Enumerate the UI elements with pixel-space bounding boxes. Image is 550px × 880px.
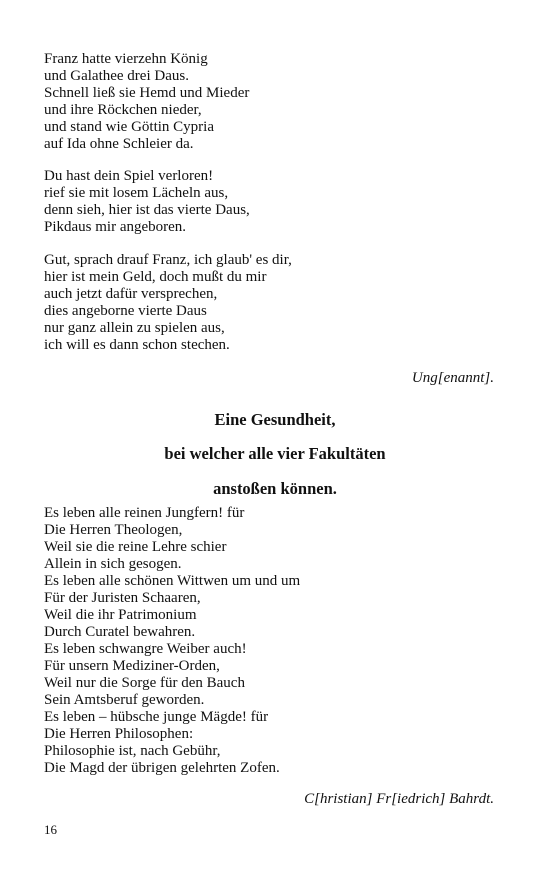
poem-line: Die Herren Theologen, xyxy=(44,522,183,538)
poem-line: nur ganz allein zu spielen aus, xyxy=(44,320,225,336)
poem2-title-line-1: Eine Gesundheit, xyxy=(214,410,336,429)
poem-line: Pikdaus mir angeboren. xyxy=(44,219,187,235)
poem-line: ich will es dann schon stechen. xyxy=(44,337,230,353)
poem2-body xyxy=(44,505,300,777)
poem-line: rief sie mit losem Lächeln aus, xyxy=(44,185,229,201)
poem-line: Franz hatte vierzehn König xyxy=(44,51,208,67)
poem2-title-line-3: anstoßen können. xyxy=(213,479,337,498)
poem-line: und Galathee drei Daus. xyxy=(44,68,189,84)
poem-line: Allein in sich gesogen. xyxy=(44,556,182,572)
poem1-stanza-1 xyxy=(44,51,249,153)
poem-line: Es leben alle reinen Jungfern! für xyxy=(44,505,245,521)
poem1-stanza-3 xyxy=(44,252,292,354)
poem-line: Durch Curatel bewahren. xyxy=(44,624,196,640)
poem2-title-line-2: bei welcher alle vier Fakultäten xyxy=(164,444,386,463)
poem-line: Für der Juristen Schaaren, xyxy=(44,590,201,606)
poem-line: Sein Amtsberuf geworden. xyxy=(44,692,205,708)
poem2-attribution: C[hristian] Fr[iedrich] Bahrdt. xyxy=(304,791,494,807)
poem-line: Für unsern Mediziner-Orden, xyxy=(44,658,220,674)
poem-line: Es leben alle schönen Wittwen um und um xyxy=(44,573,301,589)
poem-line: dies angeborne vierte Daus xyxy=(44,303,207,319)
poem-line: auch jetzt dafür versprechen, xyxy=(44,286,218,302)
poem-line: Gut, sprach drauf Franz, ich glaub' es dir, xyxy=(44,252,292,268)
poem1-stanza-2 xyxy=(44,168,250,236)
poem-line: denn sieh, hier ist das vierte Daus, xyxy=(44,202,250,218)
poem-line: auf Ida ohne Schleier da. xyxy=(44,136,194,152)
poem-line: hier ist mein Geld, doch mußt du mir xyxy=(44,269,267,285)
poem-line: Die Herren Philosophen: xyxy=(44,726,194,742)
poem-line: Weil die ihr Patrimonium xyxy=(44,607,197,623)
poem-line: und ihre Röckchen nieder, xyxy=(44,102,202,118)
poem-line: und stand wie Göttin Cypria xyxy=(44,119,214,135)
poem-line: Weil sie die reine Lehre schier xyxy=(44,539,227,555)
poem1-attribution: Ung[enannt]. xyxy=(411,370,494,386)
poem-line: Es leben schwangre Weiber auch! xyxy=(44,641,247,657)
poem-line: Du hast dein Spiel verloren! xyxy=(44,168,214,184)
page-number: 16 xyxy=(44,822,57,837)
poem-line: Die Magd der übrigen gelehrten Zofen. xyxy=(44,760,280,776)
poem-line: Es leben – hübsche junge Mägde! für xyxy=(44,709,269,725)
poem-line: Weil nur die Sorge für den Bauch xyxy=(44,675,245,691)
poem-line: Philosophie ist, nach Gebühr, xyxy=(44,743,221,759)
poem-line: Schnell ließ sie Hemd und Mieder xyxy=(44,85,250,101)
